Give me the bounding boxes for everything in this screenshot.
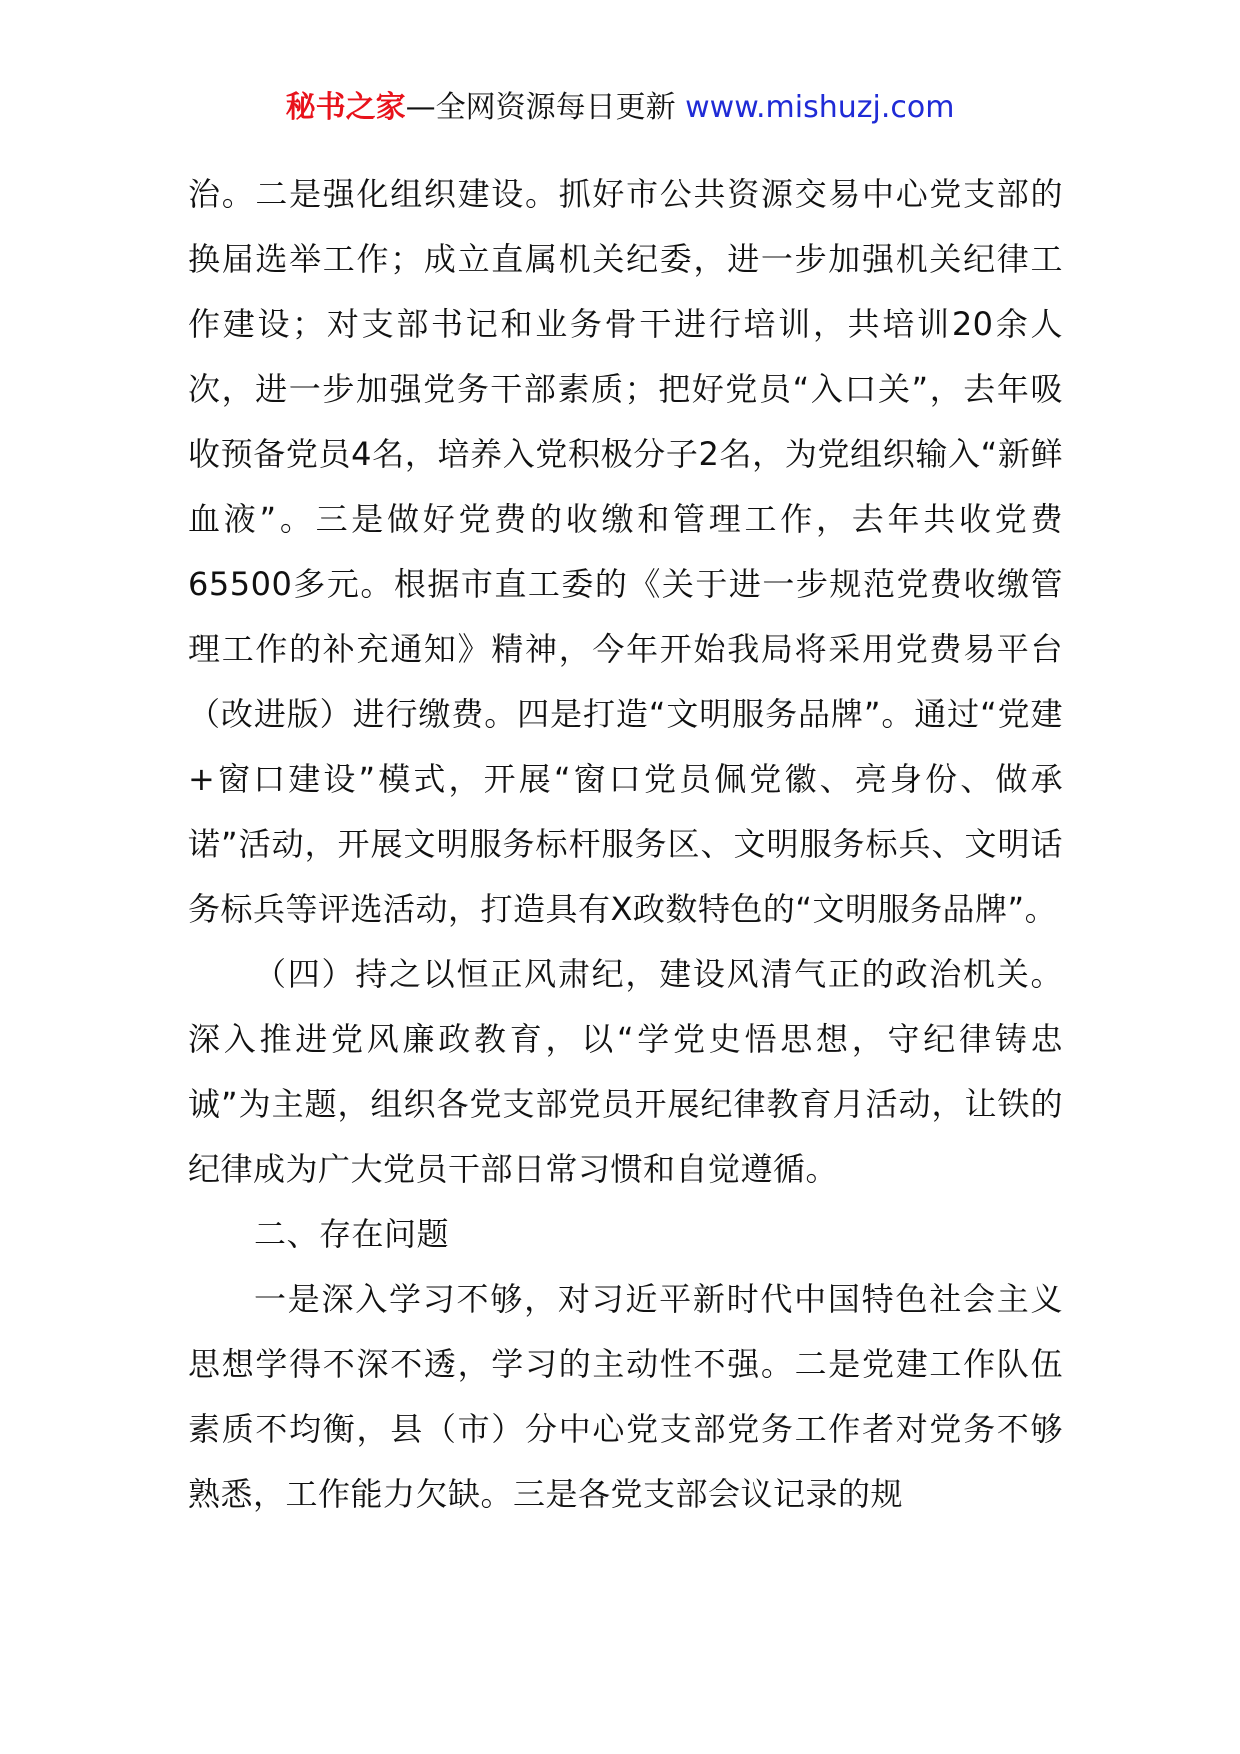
paragraph-problems: 一是深入学习不够，对习近平新时代中国特色社会主义思想学得不深不透，学习的主动性不强。二是党建工作队伍素质不均衡，县（市）分中心党支部党务工作者对党务不够熟悉，工作能力欠缺。三是各党支部会议记录的规 [188,1280,1063,1513]
site-url-link[interactable]: www.mishuzj.com [685,90,955,125]
paragraph-section-four: （四）持之以恒正风肃纪，建设风清气正的政治机关。深入推进党风廉政教育，以“学党史悟思想，守纪律铸忠诚”为主题，组织各党支部党员开展纪律教育月活动，让铁的纪律成为广大党员干部日常习惯和自觉遵循。 [188,955,1063,1188]
document-body [188,162,1063,1527]
site-header [0,88,1240,128]
paragraph-continued: 治。二是强化组织建设。抓好市公共资源交易中心党支部的换届选举工作；成立直属机关纪委，进一步加强机关纪律工作建设；对支部书记和业务骨干进行培训，共培训20余人次，进一步加强党务干部素质；把好党员“入口关”，去年吸收预备党员4名，培养入党积极分子2名，为党组织输入“新鲜血液”。三是做好党费的收缴和管理工作，去年共收党费65500多元。根据市直工委的《关于进一步规范党费收缴管理工作的补充通知》精神，今年开始我局将采用党费易平台（改进版）进行缴费。四是打造“文明服务品牌”。通过“党建+窗口建设”模式，开展“窗口党员佩党徽、亮身份、做承诺”活动，开展文明服务标杆服务区、文明服务标兵、文明话务标兵等评选活动，打造具有X政数特色的“文明服务品牌”。 [188,175,1063,928]
brand-name: 秘书之家 [285,90,406,125]
section-heading-problems: 二、存在问题 [254,1215,450,1253]
header-tagline: —全网资源每日更新 [405,90,676,125]
